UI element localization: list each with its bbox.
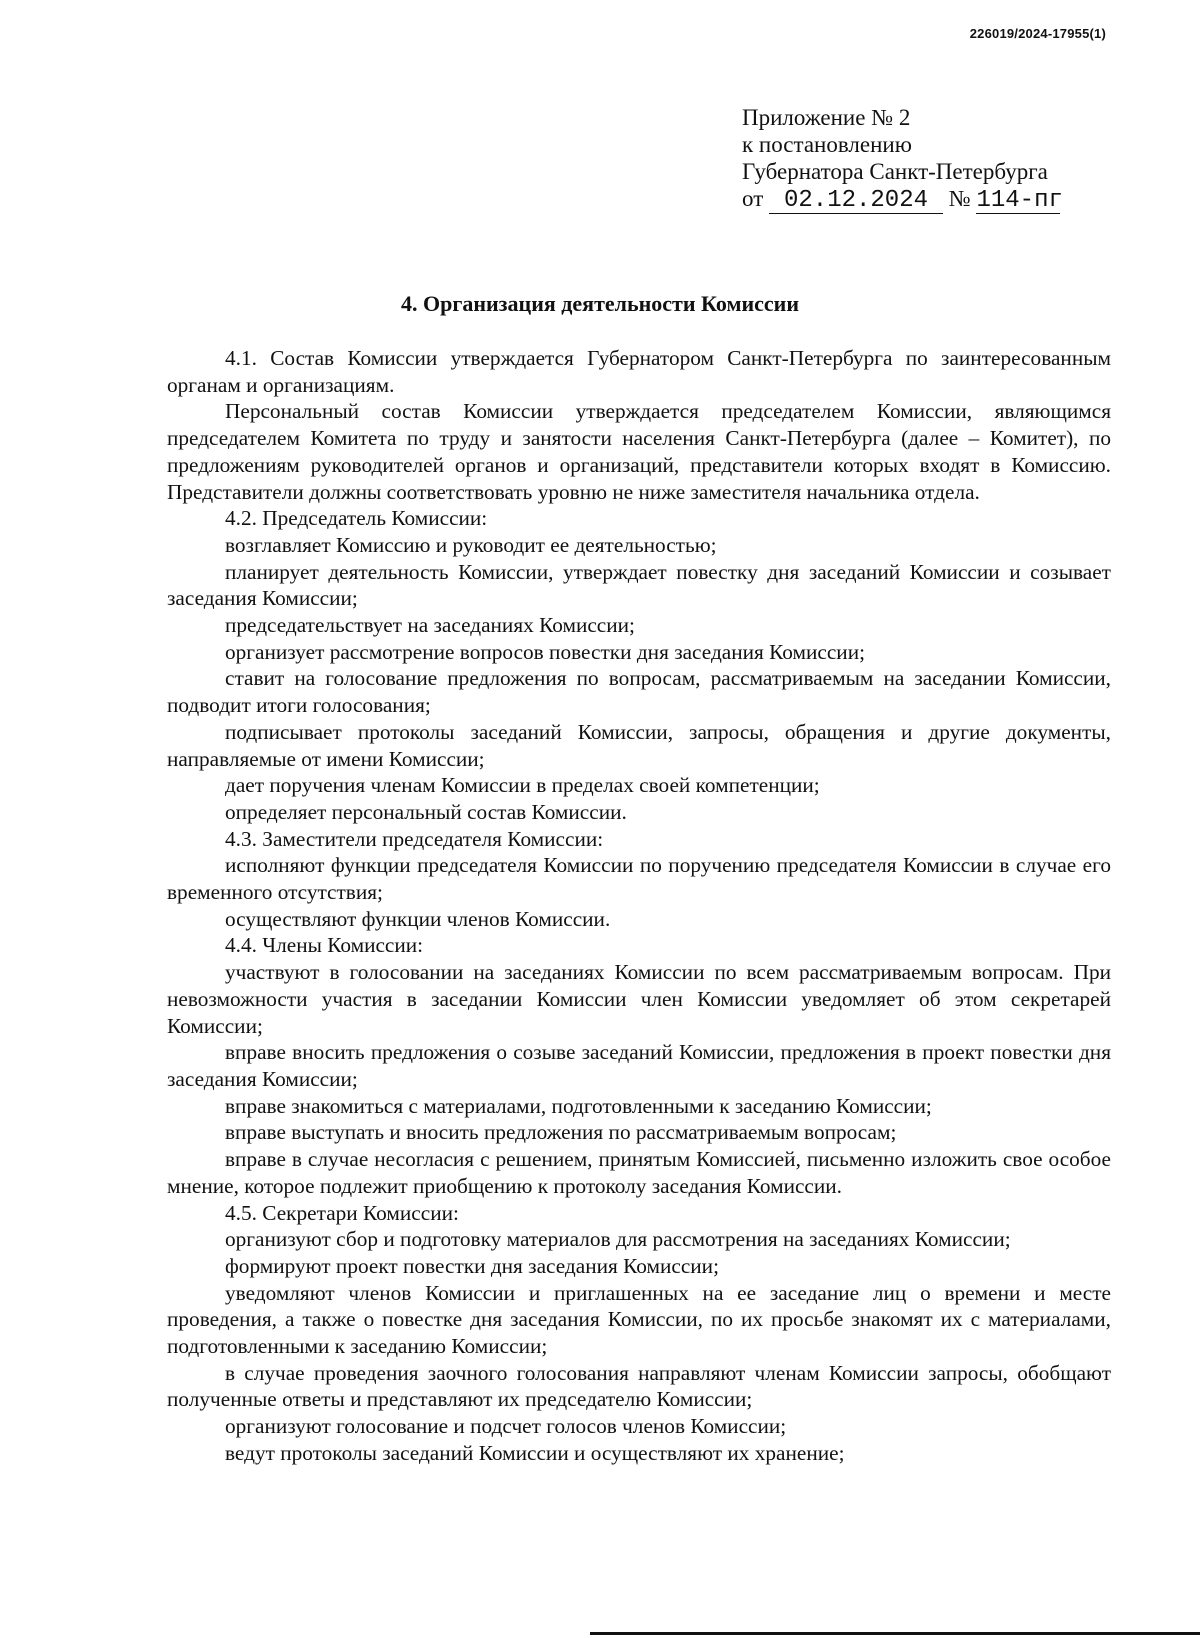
appendix-reference: к постановлению xyxy=(742,132,912,157)
scan-edge-line xyxy=(590,1632,1200,1635)
paragraph: вправе в случае несогласия с решением, принятым Комиссией, письменно изложить свое особое мнение, которое подлежит приобщению к протоколу заседания Комиссии. xyxy=(167,1147,1111,1198)
paragraph: формируют проект повестки дня заседания Комиссии; xyxy=(225,1253,719,1278)
appendix-date-line xyxy=(742,185,1063,214)
paragraph: председательствует на заседаниях Комиссии; xyxy=(225,613,635,638)
paragraph: подписывает протоколы заседаний Комиссии, запросы, обращения и другие документы, направляемые от имени Комиссии; xyxy=(167,719,1111,771)
paragraph: организует рассмотрение вопросов повестки дня заседания Комиссии; xyxy=(225,639,866,664)
paragraph: Персональный состав Комиссии утверждается председателем Комиссии, являющимся председателем Комитета по труду и занятости населения Санкт-Петербурга (далее – Комитет), по предложениям руководителей органов и организаций, представители которых входят в Комиссию. Представители должны соответствовать уровню не ниже заместителя начальника отдела. xyxy=(167,399,1111,504)
paragraph: ставит на голосование предложения по вопросам, рассматриваемым на заседании Комиссии, подводит итоги голосования; xyxy=(167,666,1111,718)
paragraph: определяет персональный состав Комиссии. xyxy=(225,799,627,824)
decree-number: 114-пг xyxy=(976,187,1063,214)
paragraph: уведомляют членов Комиссии и приглашенных на ее заседание лиц о времени и месте проведения, а также о повестке дня заседания Комиссии, по их просьбе знакомят их с материалами, подготовленными к заседанию Комиссии; xyxy=(167,1280,1111,1359)
document-body xyxy=(167,345,1111,1467)
paragraph: 4.1. Состав Комиссии утверждается Губернатором Санкт-Петербурга по заинтересованным органам и организациям. xyxy=(167,346,1111,397)
paragraph: исполняют функции председателя Комиссии по поручению председателя Комиссии в случае его временного отсутствия; xyxy=(167,853,1111,905)
paragraph: возглавляет Комиссию и руководит ее деятельностью; xyxy=(225,532,717,557)
appendix-header xyxy=(742,104,1063,214)
paragraph: планирует деятельность Комиссии, утверждает повестку дня заседаний Комиссии и созывает заседания Комиссии; xyxy=(167,559,1111,611)
date-prefix: от xyxy=(742,186,764,211)
paragraph: вправе вносить предложения о созыве заседаний Комиссии, предложения в проект повестки дня заседания Комиссии; xyxy=(167,1040,1111,1091)
document-registration-number: 226019/2024-17955(1) xyxy=(969,26,1106,41)
number-prefix: № xyxy=(948,186,971,211)
paragraph: 4.3. Заместители председателя Комиссии: xyxy=(225,826,604,851)
paragraph: вправе выступать и вносить предложения по рассматриваемым вопросам; xyxy=(225,1120,897,1145)
paragraph: 4.2. Председатель Комиссии: xyxy=(225,506,488,531)
paragraph: дает поручения членам Комиссии в пределах своей компетенции; xyxy=(225,773,820,798)
decree-date: 02.12.2024 xyxy=(769,189,943,214)
paragraph: 4.4. Члены Комиссии: xyxy=(225,933,424,958)
paragraph: организуют голосование и подсчет голосов членов Комиссии; xyxy=(225,1414,787,1439)
paragraph: в случае проведения заочного голосования направляют членам Комиссии запросы, обобщают полученные ответы и представляют их председателю Комиссии; xyxy=(167,1360,1111,1412)
paragraph: вправе знакомиться с материалами, подготовленными к заседанию Комиссии; xyxy=(225,1093,932,1118)
paragraph: ведут протоколы заседаний Комиссии и осуществляют их хранение; xyxy=(225,1440,845,1465)
paragraph: осуществляют функции членов Комиссии. xyxy=(225,906,611,931)
paragraph: участвуют в голосовании на заседаниях Комиссии по всем рассматриваемым вопросам. При невозможности участия в заседании Комиссии член Комиссии уведомляет об этом секретарей Комиссии; xyxy=(167,960,1111,1038)
section-title: 4. Организация деятельности Комиссии xyxy=(400,291,800,316)
appendix-title: Приложение № 2 xyxy=(742,105,911,130)
paragraph: организуют сбор и подготовку материалов для рассмотрения на заседаниях Комиссии; xyxy=(225,1227,1011,1252)
paragraph: 4.5. Секретари Комиссии: xyxy=(225,1200,459,1225)
appendix-issuer: Губернатора Санкт-Петербурга xyxy=(742,159,1048,184)
